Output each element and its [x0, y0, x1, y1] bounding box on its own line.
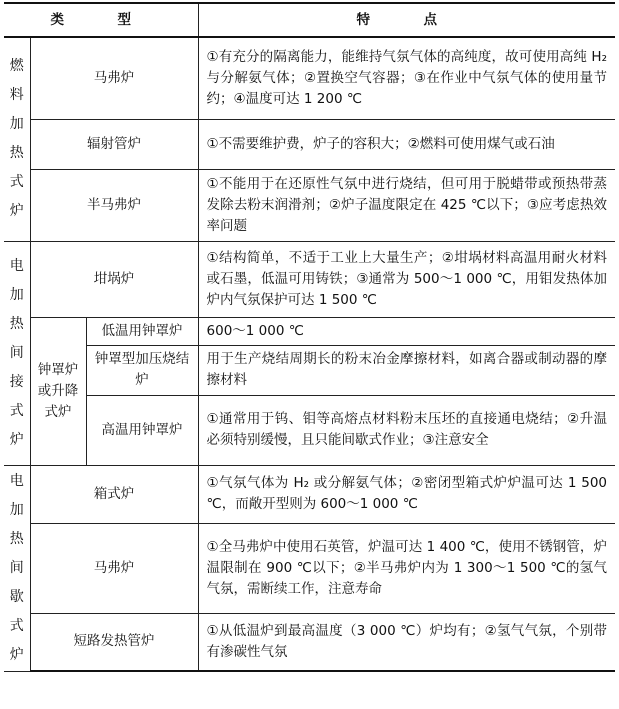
- type-cell: 坩埚炉: [30, 241, 198, 317]
- features-cell: ①不需要维护费，炉子的容积大；②燃料可使用煤气或石油: [198, 119, 615, 169]
- table-row: [4, 345, 615, 395]
- table-row: [4, 169, 615, 241]
- features-cell: ①结构简单，不适于工业上大量生产；②坩埚材料高温用耐火材料或石墨，低温可用铸铁；③通常为 500～1 000 ℃，用钼发热体加炉内气氛保护可达 1 500 ℃: [198, 241, 615, 317]
- table-row: [4, 395, 615, 465]
- features-cell: ①通常用于钨、钼等高熔点材料粉末压坯的直接通电烧结；②升温必须特别缓慢，且只能间歇式作业；③注意安全: [198, 395, 615, 465]
- subgroup-bell-furnace: 钟罩炉或升降式炉: [30, 317, 86, 465]
- features-cell: ①全马弗炉中使用石英管，炉温可达 1 400 ℃，使用不锈钢管，炉温限制在 900 ℃以下；②半马弗炉内为 1 300～1 500 ℃的氢气气氛，需断续工作，注意寿命: [198, 523, 615, 613]
- features-cell: 用于生产烧结周期长的粉末冶金摩擦材料，如离合器或制动器的摩擦材料: [198, 345, 615, 395]
- type-cell: 短路发热管炉: [30, 613, 198, 671]
- type-cell: 低温用钟罩炉: [86, 317, 198, 345]
- features-cell: ①气氛气体为 H₂ 或分解氨气体；②密闭型箱式炉炉温可达 1 500 ℃，而敞开型则为 600～1 000 ℃: [198, 465, 615, 523]
- table-row: [4, 465, 615, 523]
- type-cell: 高温用钟罩炉: [86, 395, 198, 465]
- category-electric-batch: 电加热间歇式炉: [4, 465, 30, 671]
- category-fuel-heated: 燃料加热式炉: [4, 37, 30, 241]
- features-cell: ①从低温炉到最高温度（3 000 ℃）炉均有；②氢气气氛，个别带有渗碳性气氛: [198, 613, 615, 671]
- category-electric-indirect: 电加热间接式炉: [4, 241, 30, 465]
- type-cell: 马弗炉: [30, 523, 198, 613]
- type-cell: 半马弗炉: [30, 169, 198, 241]
- type-cell: 箱式炉: [30, 465, 198, 523]
- table-row: [4, 613, 615, 671]
- type-cell: 辐射管炉: [30, 119, 198, 169]
- features-cell: ①不能用于在还原性气氛中进行烧结，但可用于脱蜡带或预热带蒸发除去粉末润滑剂；②炉子温度限定在 425 ℃以下；③应考虑热效率问题: [198, 169, 615, 241]
- table-row: [4, 317, 615, 345]
- header-features: 特 点: [198, 3, 615, 37]
- furnace-table: [4, 2, 615, 672]
- table-row: [4, 37, 615, 119]
- table-row: [4, 119, 615, 169]
- features-cell: ①有充分的隔离能力，能维持气氛气体的高纯度，故可使用高纯 H₂ 与分解氨气体；②置换空气容器；③在作业中气氛气体的使用量节约；④温度可达 1 200 ℃: [198, 37, 615, 119]
- header-type: 类 型: [4, 3, 198, 37]
- header-row: [4, 3, 615, 37]
- type-cell: 马弗炉: [30, 37, 198, 119]
- table-row: [4, 241, 615, 317]
- type-cell: 钟罩型加压烧结炉: [86, 345, 198, 395]
- table-row: [4, 523, 615, 613]
- features-cell: 600～1 000 ℃: [198, 317, 615, 345]
